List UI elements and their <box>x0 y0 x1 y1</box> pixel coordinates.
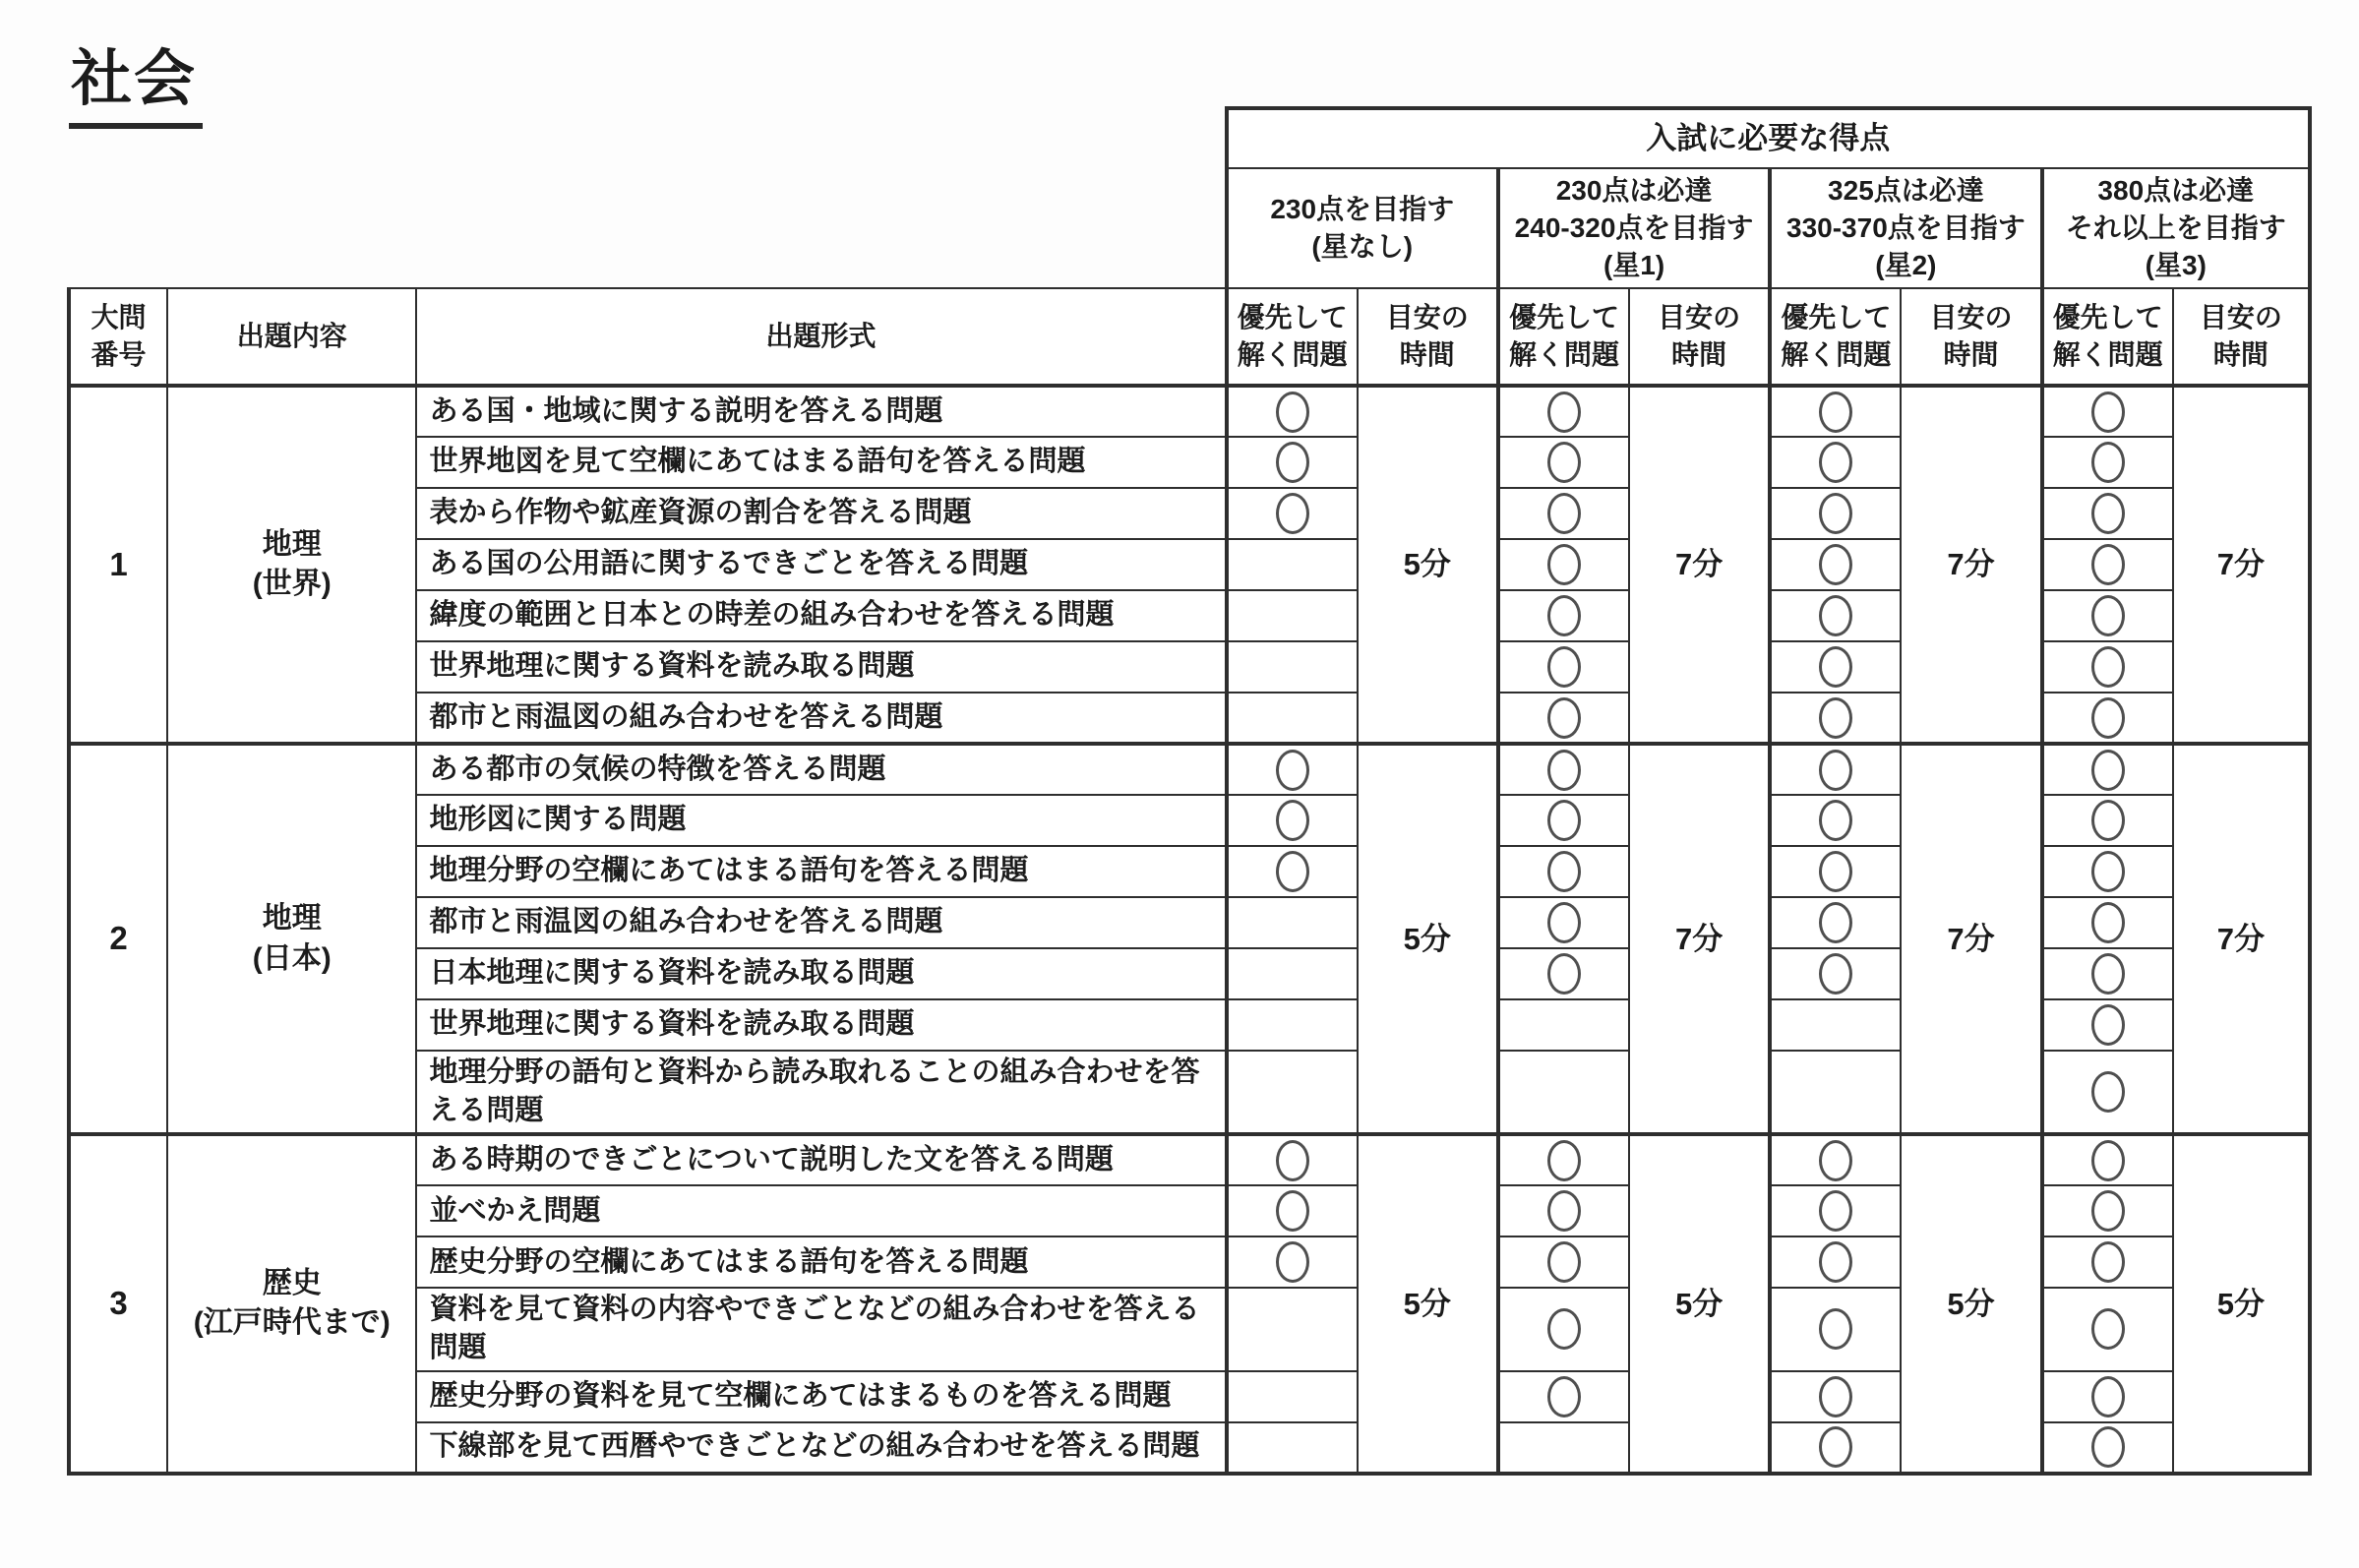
mark-cell <box>1770 846 1901 897</box>
circle-mark-icon <box>1276 851 1309 892</box>
format-cell: ある時期のできごとについて説明した文を答える問題 <box>416 1134 1226 1185</box>
circle-mark-icon <box>1547 1241 1581 1283</box>
mark-cell <box>1498 795 1629 846</box>
format-cell: 都市と雨温図の組み合わせを答える問題 <box>416 897 1226 948</box>
circle-mark-icon <box>2091 392 2125 433</box>
score-band-header: 380点は必達 それ以上を目指す (星3) <box>2042 168 2310 288</box>
mark-cell <box>1498 1422 1629 1474</box>
circle-mark-icon <box>2091 1004 2125 1046</box>
priority-header: 優先して 解く問題 <box>1498 288 1629 386</box>
mark-cell <box>1227 693 1358 744</box>
mark-cell <box>1498 1288 1629 1370</box>
circle-mark-icon <box>1547 851 1581 892</box>
circle-mark-icon <box>1547 902 1581 943</box>
circle-mark-icon <box>1819 392 1852 433</box>
mark-cell <box>1498 948 1629 999</box>
time-header: 目安の 時間 <box>1901 288 2041 386</box>
table-row <box>69 744 2310 795</box>
circle-mark-icon <box>1819 442 1852 483</box>
time-cell: 7分 <box>2173 744 2310 1134</box>
circle-mark-icon <box>1547 595 1581 636</box>
circle-mark-icon <box>2091 1308 2125 1350</box>
mark-cell <box>2042 539 2173 590</box>
circle-mark-icon <box>2091 595 2125 636</box>
time-cell: 5分 <box>1358 744 1498 1134</box>
circle-mark-icon <box>1276 800 1309 841</box>
time-cell: 5分 <box>1629 1134 1770 1473</box>
mark-cell <box>1227 1236 1358 1288</box>
mark-cell <box>2042 948 2173 999</box>
mark-cell <box>1227 744 1358 795</box>
mark-cell <box>2042 1051 2173 1134</box>
format-cell: 資料を見て資料の内容やできごとなどの組み合わせを答える問題 <box>416 1288 1226 1370</box>
circle-mark-icon <box>1547 493 1581 534</box>
mark-cell <box>2042 386 2173 437</box>
circle-mark-icon <box>1819 750 1852 791</box>
circle-mark-icon <box>2091 442 2125 483</box>
circle-mark-icon <box>1547 697 1581 739</box>
mark-cell <box>2042 641 2173 693</box>
mark-cell <box>1498 386 1629 437</box>
mark-cell <box>1770 437 1901 488</box>
mark-cell <box>1498 897 1629 948</box>
mark-cell <box>1770 641 1901 693</box>
time-header: 目安の 時間 <box>2173 288 2310 386</box>
mark-cell <box>1770 488 1901 539</box>
mark-cell <box>2042 1185 2173 1236</box>
mark-cell <box>1770 1288 1901 1370</box>
mark-cell <box>1770 539 1901 590</box>
format-cell: 世界地理に関する資料を読み取る問題 <box>416 999 1226 1051</box>
mark-cell <box>2042 795 2173 846</box>
circle-mark-icon <box>1819 800 1852 841</box>
mark-cell <box>1498 846 1629 897</box>
score-band-header: 230点は必達 240-320点を目指す (星1) <box>1498 168 1770 288</box>
time-cell: 7分 <box>1901 744 2041 1134</box>
mark-cell <box>2042 999 2173 1051</box>
circle-mark-icon <box>1819 1241 1852 1283</box>
circle-mark-icon <box>1819 646 1852 688</box>
format-cell: 世界地図を見て空欄にあてはまる語句を答える問題 <box>416 437 1226 488</box>
mark-cell <box>1227 795 1358 846</box>
mark-cell <box>1770 1422 1901 1474</box>
mark-cell <box>1770 1134 1901 1185</box>
mark-cell <box>2042 1288 2173 1370</box>
circle-mark-icon <box>1547 1376 1581 1417</box>
question-number-cell: 1 <box>69 386 167 744</box>
circle-mark-icon <box>1276 1140 1309 1181</box>
priority-header: 優先して 解く問題 <box>2042 288 2173 386</box>
format-cell: 歴史分野の資料を見て空欄にあてはまるものを答える問題 <box>416 1371 1226 1422</box>
mark-cell <box>2042 744 2173 795</box>
format-cell: 地理分野の空欄にあてはまる語句を答える問題 <box>416 846 1226 897</box>
mark-cell <box>2042 897 2173 948</box>
page-title: 社会 <box>69 30 203 129</box>
mark-cell <box>1227 488 1358 539</box>
format-cell: 地形図に関する問題 <box>416 795 1226 846</box>
content-header: 出題内容 <box>167 288 416 386</box>
circle-mark-icon <box>2091 544 2125 585</box>
score-band-header: 325点は必達 330-370点を目指す (星2) <box>1770 168 2041 288</box>
priority-header: 優先して 解く問題 <box>1770 288 1901 386</box>
mark-cell <box>1227 1051 1358 1134</box>
mark-cell <box>2042 437 2173 488</box>
mark-cell <box>1227 999 1358 1051</box>
mark-cell <box>1227 1134 1358 1185</box>
time-header: 目安の 時間 <box>1358 288 1498 386</box>
format-cell: 表から作物や鉱産資源の割合を答える問題 <box>416 488 1226 539</box>
content-cell: 地理 (世界) <box>167 386 416 744</box>
circle-mark-icon <box>1819 595 1852 636</box>
mark-cell <box>1770 999 1901 1051</box>
format-cell: 日本地理に関する資料を読み取る問題 <box>416 948 1226 999</box>
time-cell: 5分 <box>1358 1134 1498 1473</box>
mark-cell <box>1770 1051 1901 1134</box>
circle-mark-icon <box>2091 1241 2125 1283</box>
circle-mark-icon <box>1819 493 1852 534</box>
mark-cell <box>1227 948 1358 999</box>
mark-cell <box>2042 846 2173 897</box>
mark-cell <box>2042 590 2173 641</box>
time-cell: 7分 <box>2173 386 2310 744</box>
mark-cell <box>1498 488 1629 539</box>
circle-mark-icon <box>2091 1190 2125 1232</box>
circle-mark-icon <box>1819 1308 1852 1350</box>
circle-mark-icon <box>1276 1190 1309 1232</box>
time-cell: 7分 <box>1629 386 1770 744</box>
mark-cell <box>1770 744 1901 795</box>
mark-cell <box>1770 386 1901 437</box>
mark-cell <box>1227 1185 1358 1236</box>
time-cell: 5分 <box>1358 386 1498 744</box>
mark-cell <box>1498 641 1629 693</box>
time-cell: 7分 <box>1629 744 1770 1134</box>
circle-mark-icon <box>1276 392 1309 433</box>
mark-cell <box>1498 999 1629 1051</box>
mark-cell <box>1770 693 1901 744</box>
format-cell: ある国・地域に関する説明を答える問題 <box>416 386 1226 437</box>
circle-mark-icon <box>2091 800 2125 841</box>
circle-mark-icon <box>1276 442 1309 483</box>
circle-mark-icon <box>2091 1140 2125 1181</box>
circle-mark-icon <box>2091 646 2125 688</box>
mark-cell <box>2042 1422 2173 1474</box>
circle-mark-icon <box>2091 1376 2125 1417</box>
circle-mark-icon <box>1819 1190 1852 1232</box>
format-cell: 緯度の範囲と日本との時差の組み合わせを答える問題 <box>416 590 1226 641</box>
circle-mark-icon <box>2091 953 2125 995</box>
circle-mark-icon <box>1819 1376 1852 1417</box>
priority-header: 優先して 解く問題 <box>1227 288 1358 386</box>
score-header-cell: 入試に必要な得点 <box>1227 108 2310 168</box>
circle-mark-icon <box>1819 851 1852 892</box>
exam-strategy-table <box>67 106 2312 1476</box>
circle-mark-icon <box>2091 697 2125 739</box>
mark-cell <box>1770 1371 1901 1422</box>
format-cell: 地理分野の語句と資料から読み取れることの組み合わせを答える問題 <box>416 1051 1226 1134</box>
circle-mark-icon <box>2091 851 2125 892</box>
table-row <box>69 1134 2310 1185</box>
circle-mark-icon <box>1547 800 1581 841</box>
format-cell: ある国の公用語に関するできごとを答える問題 <box>416 539 1226 590</box>
circle-mark-icon <box>2091 902 2125 943</box>
mark-cell <box>1227 437 1358 488</box>
mark-cell <box>1227 386 1358 437</box>
score-header-row <box>69 108 2310 168</box>
circle-mark-icon <box>1819 1140 1852 1181</box>
circle-mark-icon <box>1276 493 1309 534</box>
circle-mark-icon <box>1547 392 1581 433</box>
question-number-header: 大問 番号 <box>69 288 167 386</box>
mark-cell <box>2042 1134 2173 1185</box>
circle-mark-icon <box>2091 1426 2125 1468</box>
mark-cell <box>2042 1371 2173 1422</box>
circle-mark-icon <box>1547 442 1581 483</box>
mark-cell <box>1770 1236 1901 1288</box>
score-band-header: 230点を目指す (星なし) <box>1227 168 1498 288</box>
format-cell: 世界地理に関する資料を読み取る問題 <box>416 641 1226 693</box>
mark-cell <box>1498 1371 1629 1422</box>
circle-mark-icon <box>1276 1241 1309 1283</box>
circle-mark-icon <box>1547 1140 1581 1181</box>
mark-cell <box>1227 641 1358 693</box>
format-cell: 都市と雨温図の組み合わせを答える問題 <box>416 693 1226 744</box>
content-cell: 歴史 (江戸時代まで) <box>167 1134 416 1473</box>
mark-cell <box>1770 795 1901 846</box>
circle-mark-icon <box>2091 1071 2125 1113</box>
circle-mark-icon <box>1547 1190 1581 1232</box>
question-number-cell: 3 <box>69 1134 167 1473</box>
circle-mark-icon <box>1819 1426 1852 1468</box>
circle-mark-icon <box>2091 493 2125 534</box>
mark-cell <box>1498 744 1629 795</box>
circle-mark-icon <box>1547 1308 1581 1350</box>
circle-mark-icon <box>1819 544 1852 585</box>
circle-mark-icon <box>1547 953 1581 995</box>
time-cell: 5分 <box>1901 1134 2041 1473</box>
time-cell: 5分 <box>2173 1134 2310 1473</box>
time-header: 目安の 時間 <box>1629 288 1770 386</box>
table-row <box>69 386 2310 437</box>
mark-cell <box>1498 437 1629 488</box>
mark-cell <box>1227 539 1358 590</box>
mark-cell <box>1498 590 1629 641</box>
mark-cell <box>1227 897 1358 948</box>
time-cell: 7分 <box>1901 386 2041 744</box>
mark-cell <box>1227 846 1358 897</box>
mark-cell <box>1498 1051 1629 1134</box>
mark-cell <box>1227 1371 1358 1422</box>
circle-mark-icon <box>1547 750 1581 791</box>
mark-cell <box>2042 693 2173 744</box>
mark-cell <box>1770 1185 1901 1236</box>
mark-cell <box>1498 539 1629 590</box>
circle-mark-icon <box>1819 697 1852 739</box>
mark-cell <box>1770 897 1901 948</box>
mark-cell <box>1227 1288 1358 1370</box>
mark-cell <box>1227 1422 1358 1474</box>
empty-corner <box>69 108 1227 288</box>
mark-cell <box>1770 590 1901 641</box>
question-number-cell: 2 <box>69 744 167 1134</box>
format-header: 出題形式 <box>416 288 1226 386</box>
sub-header-row <box>69 288 2310 386</box>
mark-cell <box>1498 1185 1629 1236</box>
mark-cell <box>1770 948 1901 999</box>
circle-mark-icon <box>1276 750 1309 791</box>
content-cell: 地理 (日本) <box>167 744 416 1134</box>
mark-cell <box>1498 1134 1629 1185</box>
circle-mark-icon <box>2091 750 2125 791</box>
circle-mark-icon <box>1547 646 1581 688</box>
mark-cell <box>2042 1236 2173 1288</box>
circle-mark-icon <box>1819 953 1852 995</box>
mark-cell <box>1227 590 1358 641</box>
mark-cell <box>2042 488 2173 539</box>
mark-cell <box>1498 693 1629 744</box>
format-cell: 並べかえ問題 <box>416 1185 1226 1236</box>
circle-mark-icon <box>1819 902 1852 943</box>
circle-mark-icon <box>1547 544 1581 585</box>
format-cell: 下線部を見て西暦やできごとなどの組み合わせを答える問題 <box>416 1422 1226 1474</box>
format-cell: 歴史分野の空欄にあてはまる語句を答える問題 <box>416 1236 1226 1288</box>
mark-cell <box>1498 1236 1629 1288</box>
format-cell: ある都市の気候の特徴を答える問題 <box>416 744 1226 795</box>
